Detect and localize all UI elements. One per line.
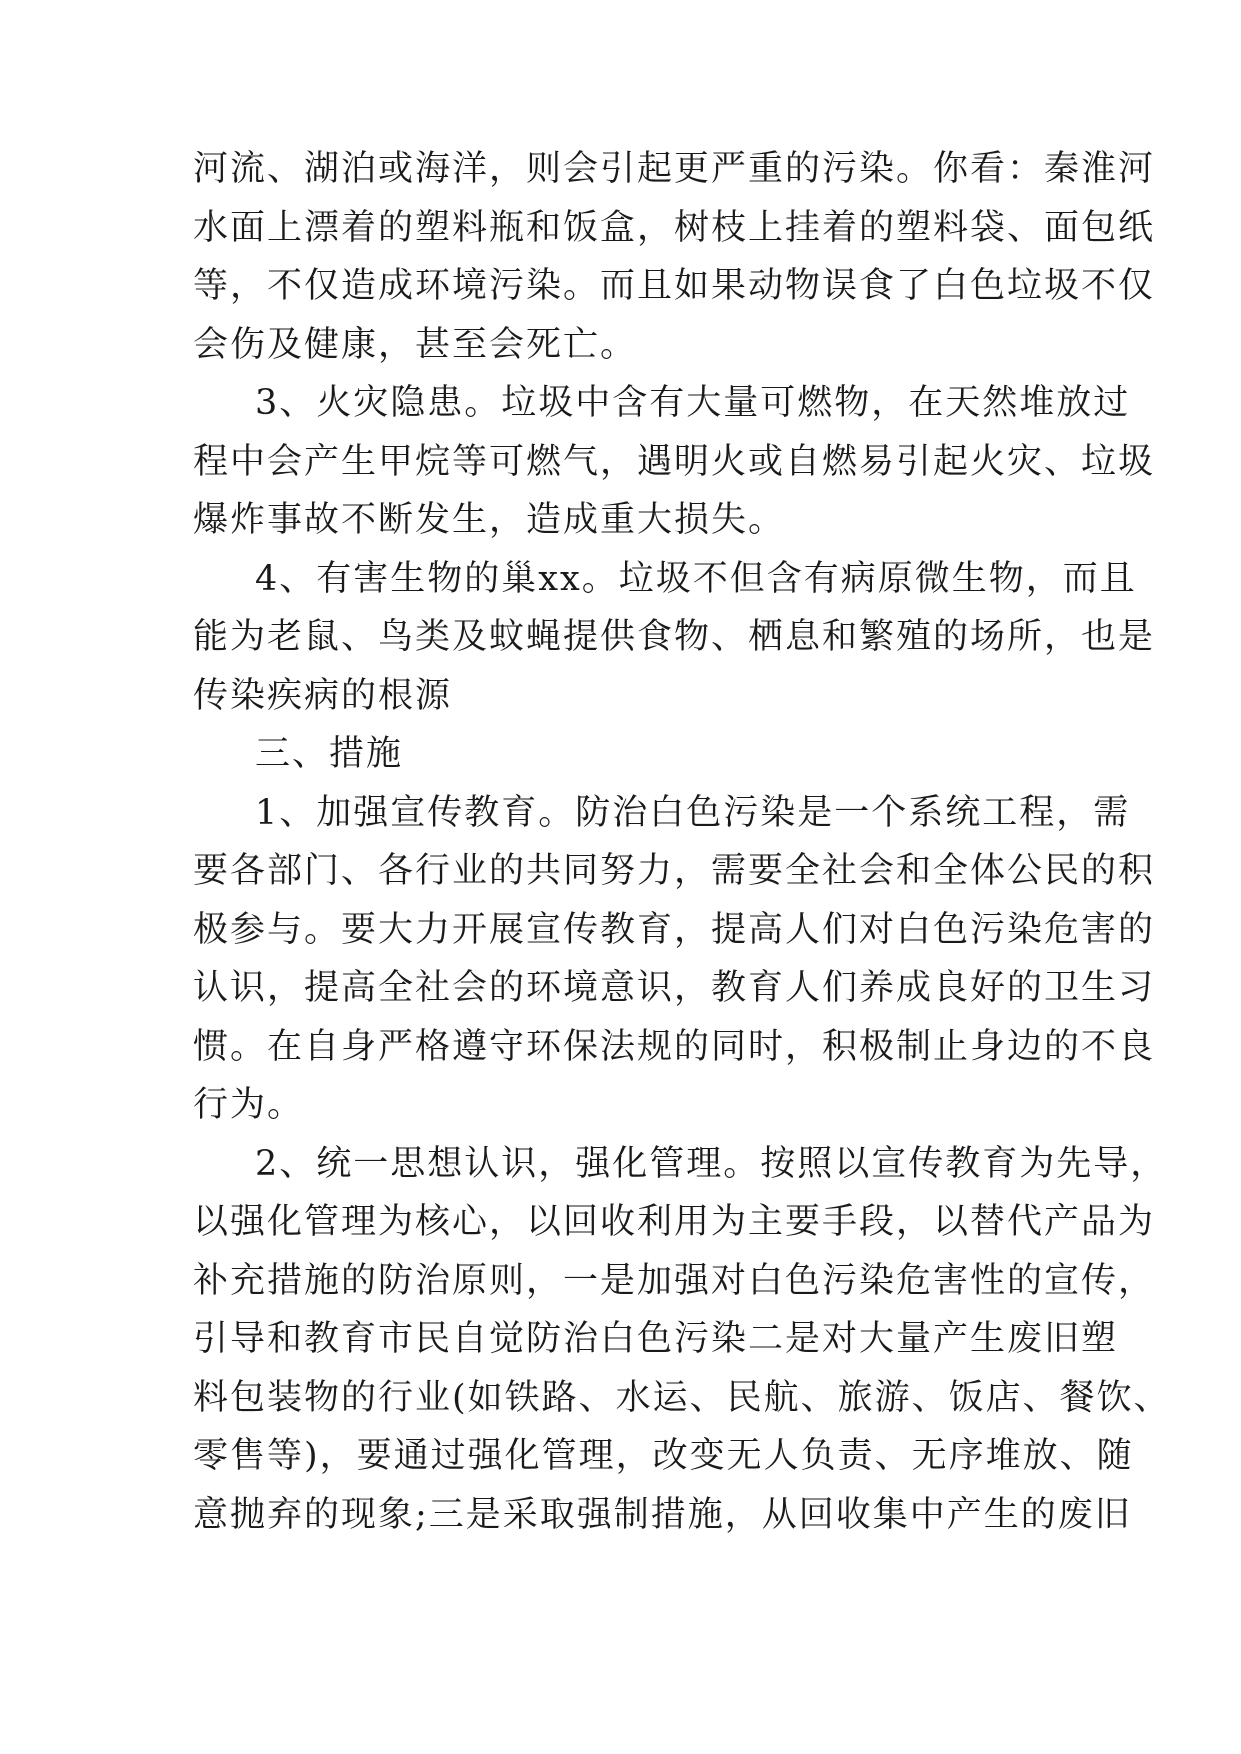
- paragraph-start-line: 1、加强宣传教育。防治白色污染是一个系统工程，需: [255, 792, 1131, 833]
- text-line: 要各部门、各行业的共同努力，需要全社会和全体公民的积: [193, 851, 1156, 891]
- paragraph-start-line: 2、统一思想认识，强化管理。按照以宣传教育为先导，: [255, 1143, 1168, 1184]
- text-line: 引导和教育市民自觉防治白色污染二是对大量产生废旧塑: [193, 1319, 1119, 1359]
- text-line: 行为。: [193, 1085, 305, 1125]
- document-body: [193, 140, 1171, 1544]
- text-line: 水面上漂着的塑料瓶和饭盒，树枝上挂着的塑料袋、面包纸: [193, 207, 1156, 248]
- text-line: 极参与。要大力开展宣传教育，提高人们对白色污染危害的: [193, 909, 1156, 950]
- paragraph-start-line: 3、火灾隐患。垃圾中含有大量可燃物，在天然堆放过: [255, 383, 1131, 423]
- paragraph-start-line: 4、有害生物的巢xx。垃圾不但含有病原微生物，而且: [255, 558, 1137, 599]
- text-line: 认识，提高全社会的环境意识，教育人们养成良好的卫生习: [193, 968, 1156, 1008]
- text-line: 程中会产生甲烷等可燃气，遇明火或自燃易引起火灾、垃圾: [193, 441, 1156, 482]
- text-line: 能为老鼠、鸟类及蚊蝇提供食物、栖息和繁殖的场所，也是: [193, 617, 1156, 657]
- text-line: 以强化管理为核心，以回收利用为主要手段，以替代产品为: [193, 1202, 1156, 1242]
- text-line: 河流、湖泊或海洋，则会引起更严重的污染。你看：秦淮河: [193, 149, 1156, 189]
- text-line: 料包装物的行业(如铁路、水运、民航、旅游、饭店、餐饮、: [193, 1377, 1171, 1418]
- text-line: 等，不仅造成环境污染。而且如果动物误食了白色垃圾不仅: [193, 266, 1156, 306]
- text-line: 会伤及健康，甚至会死亡。: [193, 324, 638, 365]
- text-line: 补充措施的防治原则，一是加强对白色污染危害性的宣传，: [193, 1260, 1156, 1301]
- text-line: 惯。在自身严格遵守环保法规的同时，积极制止身边的不良: [193, 1026, 1156, 1067]
- text-line: 意抛弃的现象;三是采取强制措施，从回收集中产生的废旧: [193, 1494, 1132, 1535]
- text-line: 传染疾病的根源: [193, 675, 453, 716]
- section-heading: 三、措施: [255, 734, 404, 774]
- text-line: 爆炸事故不断发生，造成重大损失。: [193, 500, 786, 540]
- text-line: 零售等)，要通过强化管理，改变无人负责、无序堆放、随: [193, 1436, 1134, 1476]
